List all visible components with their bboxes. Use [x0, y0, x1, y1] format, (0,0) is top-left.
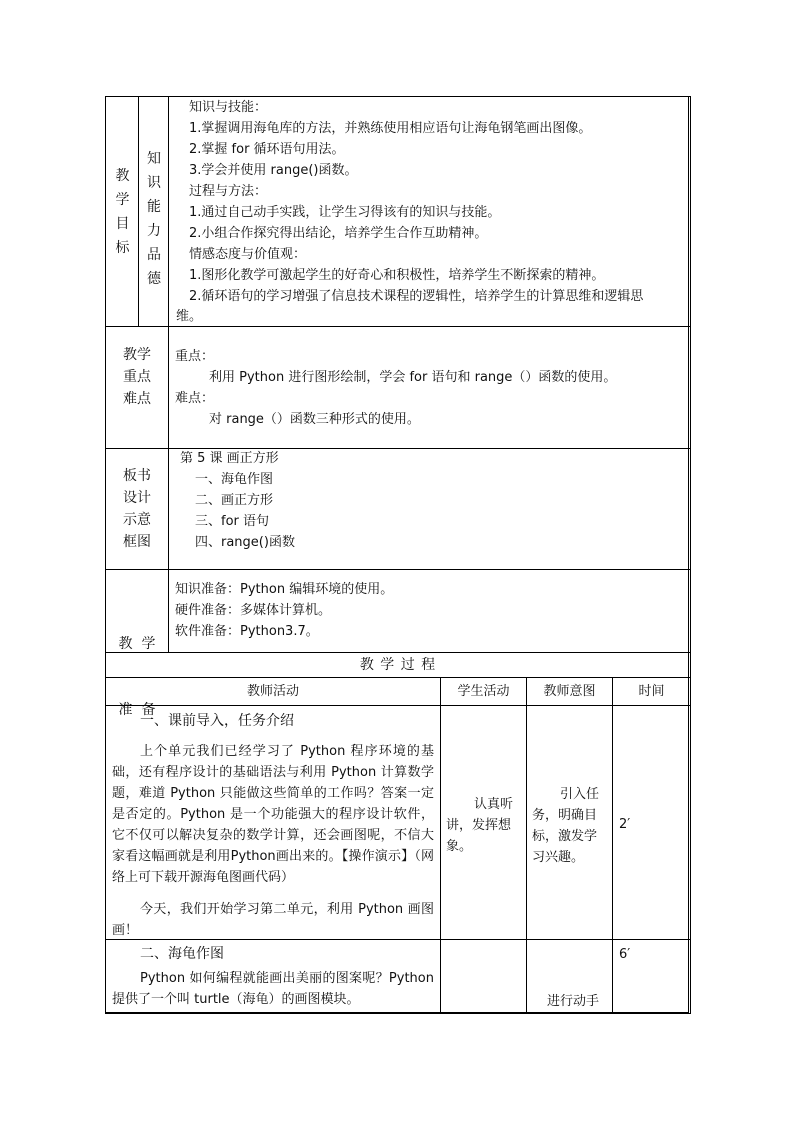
difficulty-heading: 难点：: [175, 391, 215, 406]
row2-paragraph: Python 如何编程就能画出美丽的图案呢？Python 提供了一个叫 turtle（海龟）的画图模块。: [112, 971, 434, 1007]
objectives-line: 3.学会并使用 range()函数。: [189, 163, 358, 178]
header-teacher-intent: 教师意图: [543, 684, 596, 699]
key-points-text: 利用 Python 进行图形绘制，学会 for 语句和 range（）函数的使用。: [209, 370, 617, 385]
row1-time: 2′: [619, 817, 631, 832]
prep-label: 教 学 准 备: [118, 636, 156, 718]
objectives-outer-label: 教 学 目 标: [115, 168, 130, 256]
objectives-line: 维。: [176, 309, 203, 324]
row2-teacher-intent: 进行动手: [547, 994, 600, 1009]
header-teacher-activity: 教师活动: [246, 684, 299, 699]
header-student-activity: 学生活动: [457, 684, 510, 699]
difficulty-text: 对 range（）函数三种形式的使用。: [209, 412, 420, 427]
row2-student-cell: [440, 939, 527, 1014]
board-item: 三、for 语句: [195, 514, 270, 529]
objectives-line: 知识与技能：: [189, 100, 268, 115]
row1-teacher-intent: 引入任务，明确目标，激发学习兴趣。: [532, 787, 600, 865]
objectives-line: 1.掌握调用海龟库的方法，并熟练使用相应语句让海龟钢笔画出图像。: [189, 121, 592, 136]
objectives-line: 1.通过自己动手实践，让学生习得该有的知识与技能。: [189, 205, 501, 220]
prep-line: 知识准备：Python 编辑环境的使用。: [175, 582, 394, 597]
board-item: 二、画正方形: [195, 493, 274, 508]
objectives-line: 情感态度与价值观：: [189, 247, 307, 262]
lesson-plan-table: [105, 96, 689, 1013]
objectives-line: 2.循环语句的学习增强了信息技术课程的逻辑性，培养学生的计算思维和逻辑思: [189, 289, 644, 304]
board-lesson-title: 第 5 课 画正方形: [180, 451, 279, 466]
row1-paragraph: 今天，我们开始学习第二单元，利用 Python 画图画！: [112, 902, 434, 938]
row1-heading: 一、课前导入，任务介绍: [140, 713, 294, 729]
row1-student-activity: 认真听讲，发挥想象。: [446, 797, 514, 854]
prep-line: 软件准备：Python3.7。: [175, 624, 319, 639]
objectives-inner-label: 知 识 能 力 品 德: [147, 151, 161, 287]
row1-paragraph: 上个单元我们已经学习了 Python 程序环境的基础，还有程序设计的基础语法与利用 Python 计算数学题，难道 Python 只能做这些简单的工作吗？答案一定是否定的。Python 是一个功能强大的程序设计软件，它不仅可以解决复杂的数学计算，还会画图呢，不信大家看这幅画就是利用Python画出来的。【操作演示】（网络上可下载开源海龟图画代码）: [112, 744, 434, 885]
key-points-heading: 重点：: [175, 349, 215, 364]
board-label: 板书 设计 示意 框图: [123, 468, 151, 550]
row2-heading: 二、海龟作图: [140, 946, 224, 962]
objectives-line: 过程与方法：: [189, 184, 268, 199]
objectives-line: 2.小组合作探究得出结论，培养学生合作互助精神。: [189, 226, 488, 241]
objectives-line: 2.掌握 for 循环语句用法。: [189, 142, 345, 157]
prep-line: 硬件准备：多媒体计算机。: [175, 603, 332, 618]
row2-time: 6′: [619, 947, 631, 962]
objectives-line: 1.图形化教学可激起学生的好奇心和积极性，培养学生不断探索的精神。: [189, 268, 605, 283]
board-item: 一、海龟作图: [195, 472, 274, 487]
board-item: 四、range()函数: [195, 535, 295, 550]
process-title: 教 学 过 程: [359, 657, 437, 673]
key-points-label: 教学 重点 难点: [123, 347, 151, 407]
header-time: 时间: [638, 684, 665, 699]
